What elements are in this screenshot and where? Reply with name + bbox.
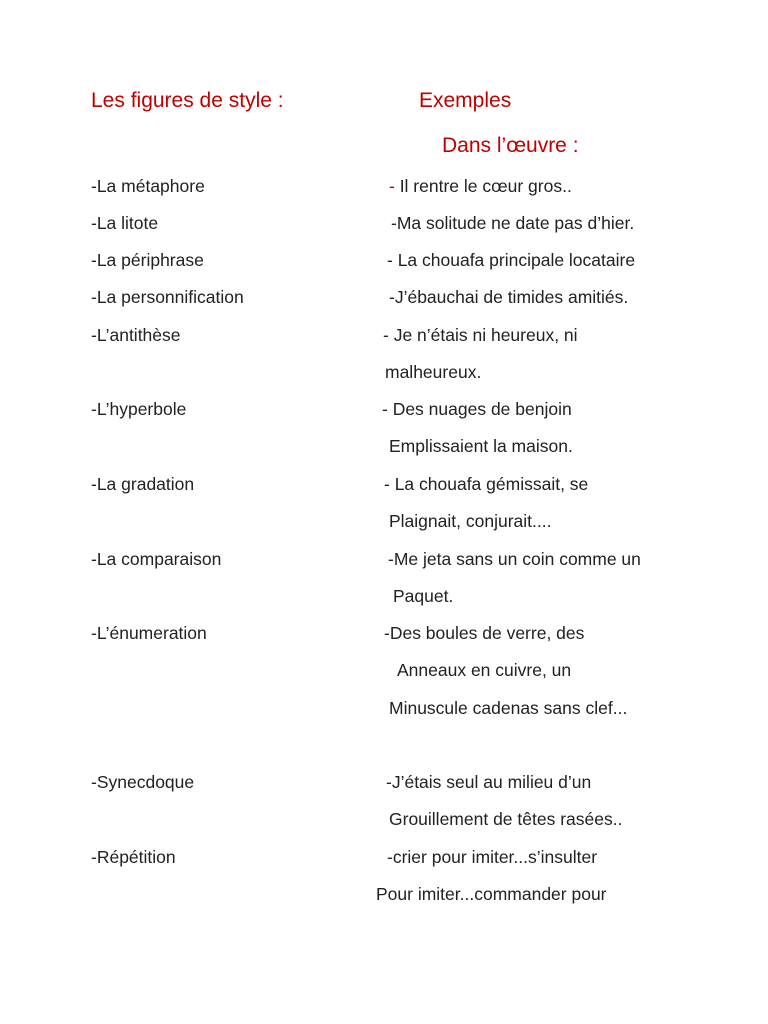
example-antithese-line1: - Je n’étais ni heureux, ni <box>383 325 578 345</box>
example-gradation-line1: - La chouafa gémissait, se <box>384 474 589 494</box>
example-enumeration-line2: Anneaux en cuivre, un <box>397 660 572 680</box>
examples-subheading: Dans l’œuvre : <box>442 134 579 157</box>
example-comparaison-line2: Paquet. <box>393 586 454 606</box>
example-personnification: -J’ébauchai de timides amitiés. <box>389 287 629 307</box>
figure-periphrase: -La périphrase <box>91 250 204 270</box>
figure-comparaison: -La comparaison <box>91 549 222 569</box>
example-synecdoque-line2: Grouillement de têtes rasées.. <box>389 809 623 829</box>
example-antithese-line2: malheureux. <box>385 362 482 382</box>
example-gradation-line2: Plaignait, conjurait.... <box>389 511 552 531</box>
figure-personnification: -La personnification <box>91 287 244 307</box>
figure-synecdoque: -Synecdoque <box>91 772 195 792</box>
example-hyperbole-line2: Emplissaient la maison. <box>389 436 573 456</box>
example-comparaison-line1: -Me jeta sans un coin comme un <box>388 549 641 569</box>
example-litote: -Ma solitude ne date pas d’hier. <box>391 213 635 233</box>
example-periphrase: - La chouafa principale locataire <box>387 250 636 270</box>
example-enumeration-line3: Minuscule cadenas sans clef... <box>389 698 628 718</box>
example-enumeration-line1: -Des boules de verre, des <box>384 623 585 643</box>
example-repetition-line1: -crier pour imiter...s’insulter <box>387 847 598 867</box>
figure-litote: -La litote <box>91 213 159 233</box>
examples-heading: Exemples <box>419 89 512 112</box>
example-metaphore-dash: - <box>389 176 395 196</box>
figure-repetition: -Répétition <box>91 847 176 867</box>
figure-enumeration: -L’énumeration <box>91 623 207 643</box>
example-hyperbole-line1: - Des nuages de benjoin <box>382 399 572 419</box>
example-repetition-line2: Pour imiter...commander pour <box>376 884 607 904</box>
figure-gradation: -La gradation <box>91 474 195 494</box>
figure-metaphore: -La métaphore <box>91 176 205 196</box>
figures-heading: Les figures de style : <box>91 89 284 112</box>
figure-antithese: -L’antithèse <box>91 325 181 345</box>
example-metaphore <box>389 178 572 196</box>
figure-hyperbole: -L’hyperbole <box>91 399 187 419</box>
example-metaphore-text: Il rentre le cœur gros.. <box>394 176 572 196</box>
example-synecdoque-line1: -J’étais seul au milieu d’un <box>386 772 592 792</box>
